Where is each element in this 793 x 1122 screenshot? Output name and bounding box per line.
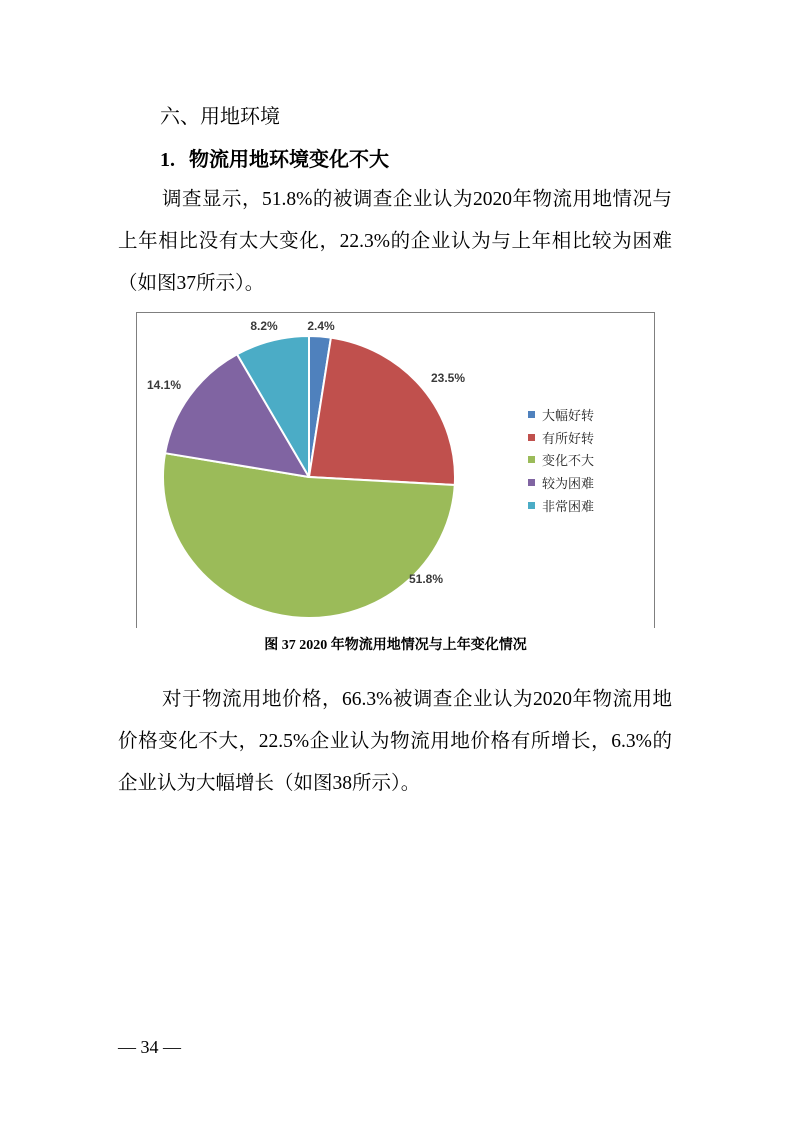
legend-label: 大幅好转 xyxy=(542,407,595,423)
data-label-little-change: 51.8% xyxy=(408,572,444,586)
paragraph-line: （如图37所示）。 xyxy=(118,273,265,294)
figure-caption: 图 37 2020 年物流用地情况与上年变化情况 xyxy=(264,638,527,653)
figure-chart xyxy=(136,312,655,628)
paragraph-line: 企业认为大幅增长（如图38所示）。 xyxy=(118,773,421,794)
paragraph-line: 价格变化不大，22.5%企业认为物流用地价格有所增长，6.3%的 xyxy=(118,731,672,752)
chart-legend xyxy=(528,403,594,517)
legend-label: 非常困难 xyxy=(542,498,595,514)
legend-item xyxy=(528,449,594,472)
data-label-very-difficult: 8.2% xyxy=(250,319,278,333)
paragraph-line: 对于物流用地价格，66.3%被调查企业认为2020年物流用地 xyxy=(162,689,672,710)
legend-swatch xyxy=(528,434,535,441)
paragraph-line: 调查显示，51.8%的被调查企业认为2020年物流用地情况与 xyxy=(162,189,672,210)
subsection-title: 物流用地环境变化不大 xyxy=(189,149,389,171)
legend-label: 有所好转 xyxy=(542,430,595,446)
subsection-heading xyxy=(160,139,389,181)
legend-label: 较为困难 xyxy=(542,476,595,492)
legend-swatch xyxy=(528,502,535,509)
legend-item xyxy=(528,471,594,494)
data-label-somewhat-improved: 23.5% xyxy=(430,371,466,385)
pie-slice-somewhat-improved xyxy=(309,338,455,485)
legend-item xyxy=(528,426,594,449)
legend-swatch xyxy=(528,479,535,486)
paragraph-line: 上年相比没有太大变化，22.3%的企业认为与上年相比较为困难 xyxy=(118,231,672,252)
legend-swatch xyxy=(528,456,535,463)
data-label-greatly-improved: 2.4% xyxy=(307,319,335,333)
subsection-number: 1. xyxy=(160,149,175,171)
legend-swatch xyxy=(528,411,535,418)
section-heading: 六、用地环境 xyxy=(160,106,280,128)
legend-item xyxy=(528,403,594,426)
page-number: — 34 — xyxy=(118,1037,181,1057)
legend-item xyxy=(528,494,594,517)
legend-label: 变化不大 xyxy=(542,453,595,469)
data-label-relatively-difficult: 14.1% xyxy=(146,378,182,392)
